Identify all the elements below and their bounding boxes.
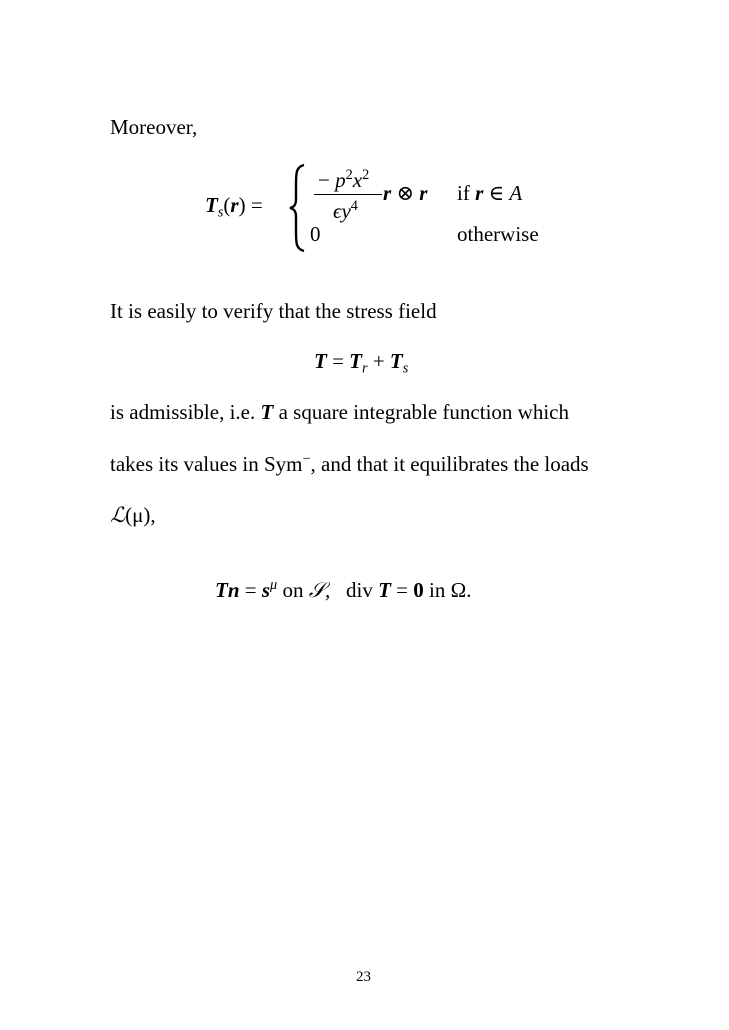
eq1-case2-condition: otherwise — [457, 222, 539, 246]
eq1-lhs: $T_s(r)$ = — [205, 193, 263, 221]
equation-equilibrium: $Tn = s^\mu$ on 𝒮, div T = 0 in Ω. — [215, 577, 472, 602]
eq1-case1-condition: if r ∈ A — [457, 181, 523, 205]
paragraph-verify: It is easily to verify that the stress field — [110, 299, 437, 323]
eq1-tensor-product: r ⊗ r — [383, 181, 428, 205]
page-number: 23 — [356, 969, 371, 985]
paragraph-loads: ℒ(μ), — [110, 503, 156, 527]
eq1-denominator: $\epsilon y^4$ — [333, 198, 358, 223]
eq1-case2-value: 0 — [310, 222, 321, 246]
eq1-numerator: − $p^2x^2$ — [318, 167, 370, 192]
paragraph-admissible: is admissible, i.e. T a square integrable function which — [110, 400, 569, 424]
eq1-fraction-bar — [314, 194, 382, 195]
paragraph-sym: takes its values in Sym−, and that it equilibrates the loads — [110, 451, 589, 476]
paragraph-moreover: Moreover, — [110, 115, 198, 139]
left-brace — [288, 163, 308, 253]
equation-stress-decomposition: $T = T_r + T_s$ — [314, 349, 409, 377]
